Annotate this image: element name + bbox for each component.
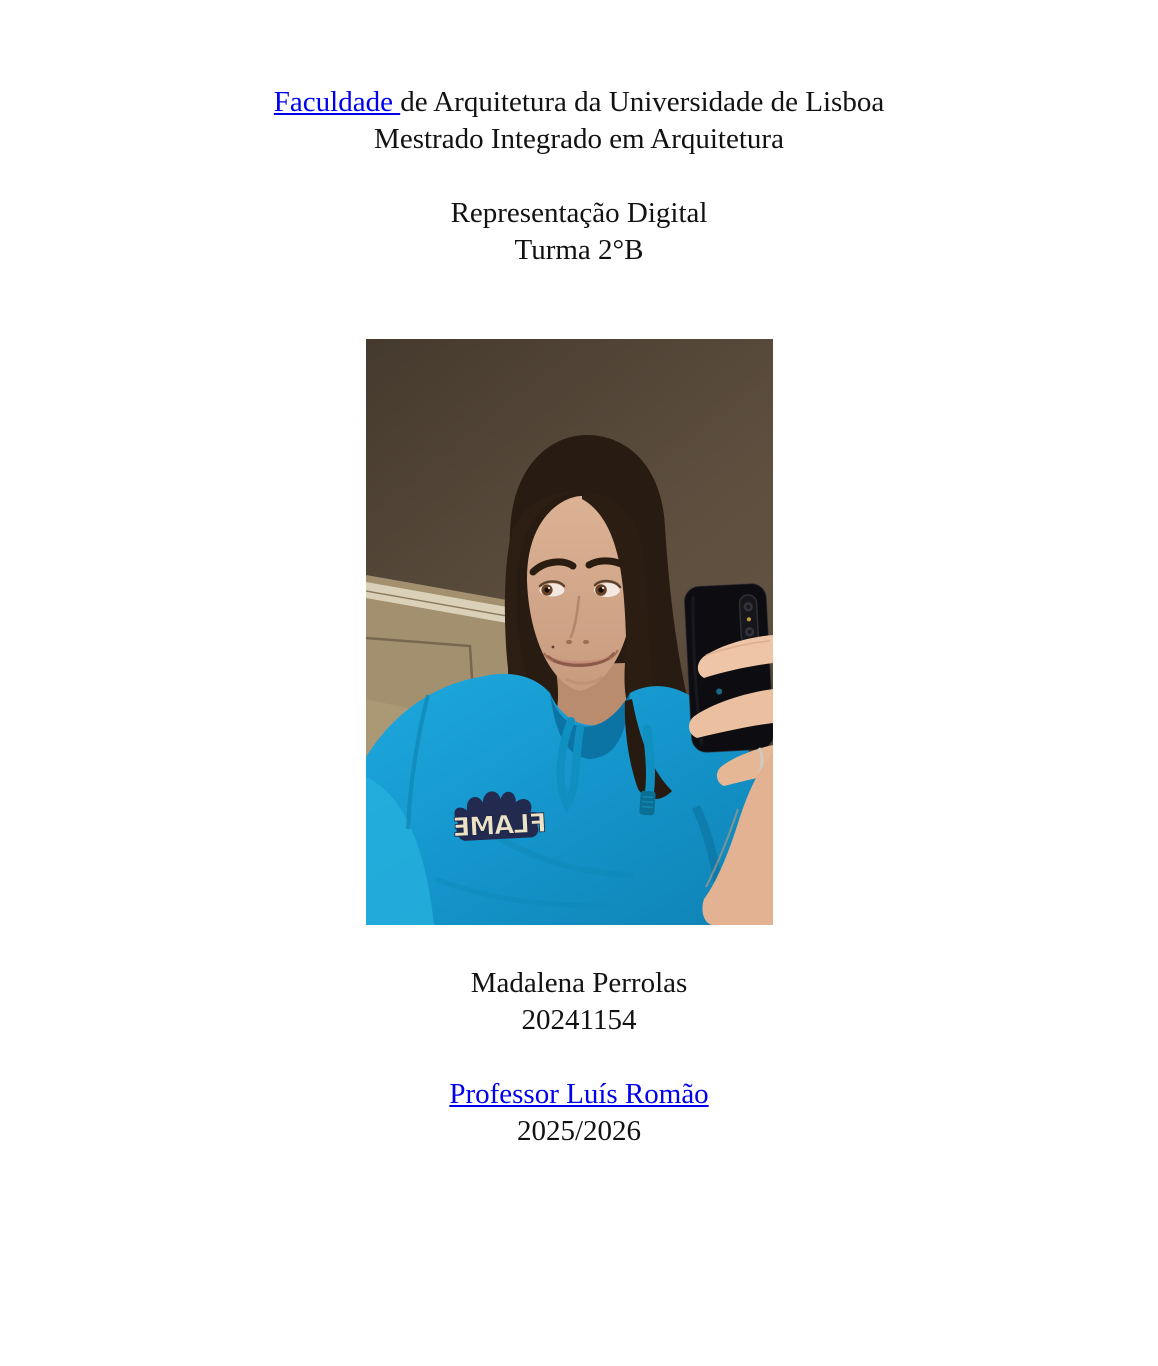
blank-line	[0, 158, 1158, 195]
year-line: 2025/2026	[516, 1115, 642, 1147]
cover-photo	[366, 339, 773, 925]
professor-link[interactable]: Professor Luís Romão	[449, 1078, 709, 1110]
title-line	[0, 84, 1158, 121]
student-name: Madalena Perrolas	[470, 967, 688, 999]
hoodie-logo-text: FLAME	[452, 808, 548, 844]
professor-line	[0, 1076, 1158, 1113]
student-number: 20241154	[521, 1004, 637, 1036]
course-line: Representação Digital	[450, 197, 708, 229]
faculdade-link[interactable]: Faculdade	[273, 86, 401, 118]
mirror-selfie-photo	[366, 339, 773, 925]
blank-line	[0, 1039, 1158, 1076]
title-rest: de Arquitetura da Universidade de Lisboa	[400, 86, 885, 118]
class-line: Turma 2°B	[514, 234, 644, 266]
subtitle-line: Mestrado Integrado em Arquitetura	[374, 123, 784, 155]
